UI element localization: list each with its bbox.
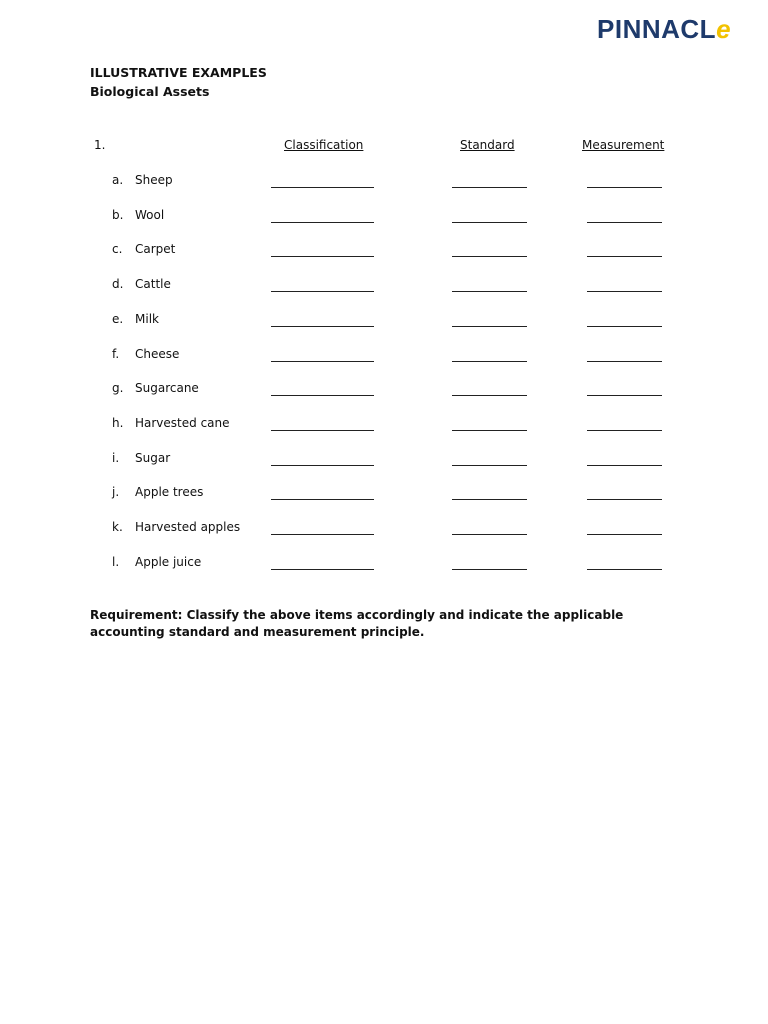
classification-blank-field[interactable] xyxy=(271,499,374,500)
item-label: Wool xyxy=(135,208,165,222)
item-label: Apple juice xyxy=(135,555,202,569)
standard-blank-field[interactable] xyxy=(452,499,527,500)
standard-blank-field[interactable] xyxy=(452,569,527,570)
measurement-blank-field[interactable] xyxy=(587,222,662,223)
measurement-blank-field[interactable] xyxy=(587,361,662,362)
standard-blank-field[interactable] xyxy=(452,291,527,292)
measurement-blank-field[interactable] xyxy=(587,465,662,466)
list-item xyxy=(0,347,768,367)
classification-blank-field[interactable] xyxy=(271,569,374,570)
logo-accent-text: e xyxy=(716,14,732,44)
standard-blank-field[interactable] xyxy=(452,534,527,535)
measurement-blank-field[interactable] xyxy=(587,187,662,188)
classification-blank-field[interactable] xyxy=(271,187,374,188)
item-label: Apple trees xyxy=(135,485,204,499)
classification-blank-field[interactable] xyxy=(271,395,374,396)
classification-blank-field[interactable] xyxy=(271,534,374,535)
list-item xyxy=(0,242,768,262)
item-letter: l. xyxy=(112,555,120,569)
item-label: Cattle xyxy=(135,277,171,291)
item-label: Harvested cane xyxy=(135,416,230,430)
classification-blank-field[interactable] xyxy=(271,326,374,327)
classification-blank-field[interactable] xyxy=(271,361,374,362)
item-letter: h. xyxy=(112,416,124,430)
list-item xyxy=(0,555,768,575)
column-header-standard: Standard xyxy=(460,138,515,152)
document-title: ILLUSTRATIVE EXAMPLES xyxy=(90,65,267,80)
classification-blank-field[interactable] xyxy=(271,291,374,292)
item-letter: g. xyxy=(112,381,124,395)
classification-blank-field[interactable] xyxy=(271,430,374,431)
requirement-text: Requirement: Classify the above items accordingly and indicate the applicable accounting standard and measurement principle. xyxy=(90,608,624,639)
item-label: Carpet xyxy=(135,242,176,256)
standard-blank-field[interactable] xyxy=(452,256,527,257)
list-item xyxy=(0,208,768,228)
standard-blank-field[interactable] xyxy=(452,326,527,327)
question-number: 1. xyxy=(94,138,106,152)
measurement-blank-field[interactable] xyxy=(587,326,662,327)
logo-main-text: PINNACL xyxy=(597,14,717,44)
item-letter: j. xyxy=(112,485,120,499)
standard-blank-field[interactable] xyxy=(452,187,527,188)
list-item xyxy=(0,485,768,505)
item-letter: d. xyxy=(112,277,124,291)
pinnacle-logo xyxy=(597,16,731,42)
measurement-blank-field[interactable] xyxy=(587,395,662,396)
item-label: Sugar xyxy=(135,451,171,465)
item-label: Sheep xyxy=(135,173,173,187)
measurement-blank-field[interactable] xyxy=(587,291,662,292)
list-item xyxy=(0,381,768,401)
standard-blank-field[interactable] xyxy=(452,430,527,431)
classification-blank-field[interactable] xyxy=(271,256,374,257)
list-item xyxy=(0,451,768,471)
item-letter: f. xyxy=(112,347,120,361)
document-subtitle: Biological Assets xyxy=(90,84,210,99)
measurement-blank-field[interactable] xyxy=(587,569,662,570)
measurement-blank-field[interactable] xyxy=(587,499,662,500)
classification-blank-field[interactable] xyxy=(271,222,374,223)
measurement-blank-field[interactable] xyxy=(587,256,662,257)
column-header-measurement: Measurement xyxy=(582,138,665,152)
standard-blank-field[interactable] xyxy=(452,465,527,466)
item-label: Sugarcane xyxy=(135,381,199,395)
classification-blank-field[interactable] xyxy=(271,465,374,466)
item-letter: a. xyxy=(112,173,124,187)
measurement-blank-field[interactable] xyxy=(587,430,662,431)
item-letter: i. xyxy=(112,451,120,465)
item-label: Cheese xyxy=(135,347,180,361)
item-letter: e. xyxy=(112,312,124,326)
item-label: Milk xyxy=(135,312,159,326)
measurement-blank-field[interactable] xyxy=(587,534,662,535)
list-item xyxy=(0,416,768,436)
item-label: Harvested apples xyxy=(135,520,241,534)
column-header-classification: Classification xyxy=(284,138,364,152)
list-item xyxy=(0,173,768,193)
item-letter: c. xyxy=(112,242,123,256)
list-item xyxy=(0,277,768,297)
standard-blank-field[interactable] xyxy=(452,222,527,223)
standard-blank-field[interactable] xyxy=(452,395,527,396)
standard-blank-field[interactable] xyxy=(452,361,527,362)
list-item xyxy=(0,312,768,332)
list-item xyxy=(0,520,768,540)
item-letter: b. xyxy=(112,208,124,222)
item-letter: k. xyxy=(112,520,123,534)
